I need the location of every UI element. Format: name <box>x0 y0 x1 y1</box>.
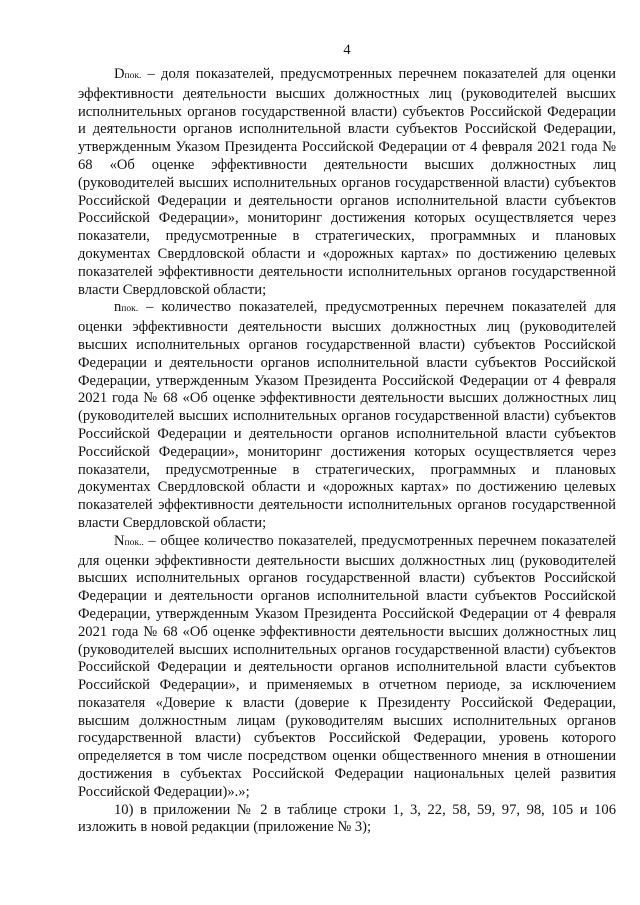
variable-symbol: N <box>114 532 125 549</box>
item-10-paragraph: 10) в приложении № 2 в таблице строки 1, 3, 22, 58, 59, 97, 98, 105 и 106 изложить в новой редакции (приложение № 3); <box>78 801 616 836</box>
definition-text: – общее количество показателей, предусмотренных перечнем показателей для оценки эффективности деятельности высших должностных лиц (руководителей высших исполнительных органов государственной власти) субъектов Российской Федерации и деятельности органов исполнительной власти субъектов Российской Федерации, утвержденным Указом Президента Российской Федерации от 4 февраля 2021 года № 68 «Об оценке эффективности деятельности высших должностных лиц (руководителей высших исполнительных органов государственной власти) субъектов Российской Федерации и деятельности органов исполнительной власти субъектов Российской Федерации», и применяемых в отчетном периоде, за исключением показателя «Доверие к власти (доверие к Президенту Российской Федерации, высшим должностным лицам (руководителям высших исполнительных органов государственной власти) субъектов Российской Федерации, уровень которого определяется в том числе посредством оценки общественного мнения в отношении достижения в субъектах Российской Федерации национальных целей развития Российской Федерации)».»; <box>78 532 616 800</box>
definition-text: – количество показателей, предусмотренных перечнем показателей для оценки эффективности деятельности высших должностных лиц (руководителей высших исполнительных органов государственной власти) субъектов Российской Федерации и деятельности органов исполнительной власти субъектов Российской Федерации, утвержденным Указом Президента Российской Федерации от 4 февраля 2021 года № 68 «Об оценке эффективности деятельности высших должностных лиц (руководителей высших исполнительных органов государственной власти) субъектов Российской Федерации и деятельности органов исполнительной власти субъектов Российской Федерации», мониторинг достижения которых осуществляется через показатели, предусмотренные в стратегических, программных и плановых документах Свердловской области и «дорожных картах» по достижению целевых показателей эффективности деятельности исполнительных органов государственной власти Свердловской области; <box>78 299 616 531</box>
document-body <box>78 66 616 837</box>
definition-paragraph-d <box>78 66 616 299</box>
variable-symbol: n <box>114 299 122 316</box>
definition-paragraph-n-total <box>78 533 616 802</box>
variable-subscript: пок. <box>121 304 139 315</box>
variable-subscript: пок. <box>124 71 142 81</box>
variable-symbol: D <box>114 66 125 82</box>
definition-paragraph-n-small <box>78 299 616 532</box>
page-number: 4 <box>343 42 351 58</box>
variable-subscript: пок.. <box>124 537 144 548</box>
definition-text: – доля показателей, предусмотренных перечнем показателей для оценки эффективности деятельности высших должностных лиц (руководителей высших исполнительных органов государственной власти) субъектов Российской Федерации и деятельности органов исполнительной власти субъектов Российской Федерации, утвержденным Указом Президента Российской Федерации от 4 февраля 2021 года № 68 «Об оценке эффективности деятельности высших должностных лиц (руководителей высших исполнительных органов государственной власти) субъектов Российской Федерации и деятельности органов исполнительной власти субъектов Российской Федерации», мониторинг достижения которых осуществляется через показатели, предусмотренные в стратегических, программных и плановых документах Свердловской области и «дорожных картах» по достижению целевых показателей эффективности деятельности исполнительных органов государственной власти Свердловской области; <box>78 66 616 298</box>
